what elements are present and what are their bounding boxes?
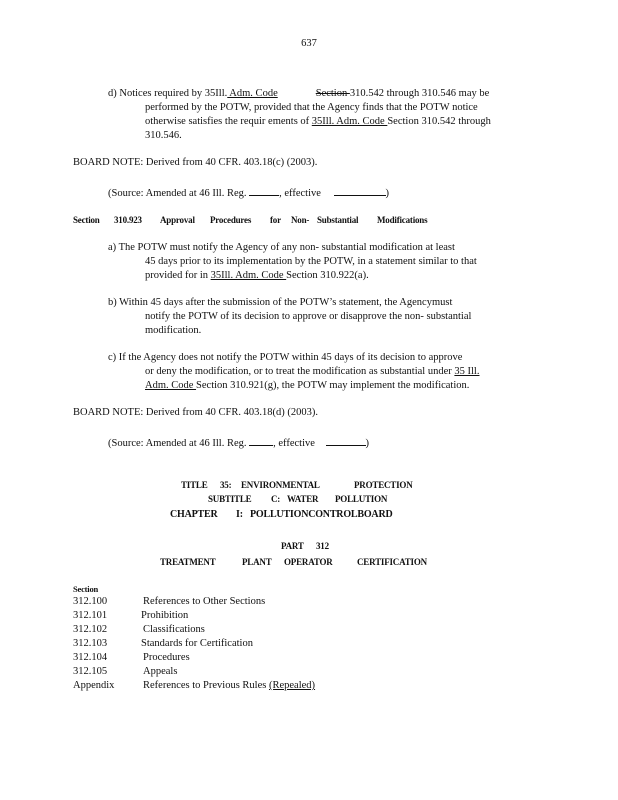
item-c-line-2: or deny the modification, or to treat the modification as substantial under 35 Ill.: [145, 366, 480, 377]
board-note-2: BOARD NOTE: Derived from 40 CFR. 403.18(d) (2003).: [73, 407, 318, 418]
underlined-text: Adm. Code: [227, 88, 278, 99]
item-a-line-2: 45 days prior to its implementation by the POTW, in a statement similar to that: [145, 256, 477, 267]
underlined-text: Adm. Code: [145, 380, 197, 391]
underlined-text: 35Ill. Adm. Code: [210, 270, 287, 281]
item-c-line-1: c) If the Agency does not notify the POTW within 45 days of its decision to approve: [108, 352, 463, 363]
source-note-2: (Source: Amended at 46 Ill. Reg. , effective ): [108, 435, 369, 451]
item-c-line-3: Adm. Code Section 310.921(g), the POTW may implement the modification.: [145, 380, 470, 391]
item-d-line-4: 310.546.: [145, 130, 182, 141]
item-b-line-1: b) Within 45 days after the submission of the POTW’s statement, the Agencymust: [108, 297, 453, 308]
list-item: 312.100 References to Other Sections: [73, 596, 266, 607]
source-note-1: (Source: Amended at 46 Ill. Reg. , effective ): [108, 185, 389, 201]
underlined-text: 35 Ill.: [454, 366, 480, 377]
section-list-heading: Section: [73, 584, 99, 594]
blank-line: [326, 435, 366, 446]
blank-line: [334, 185, 386, 196]
list-item: Appendix References to Previous Rules (Repealed): [73, 680, 316, 691]
board-note-1: BOARD NOTE: Derived from 40 CFR. 403.18(c) (2003).: [73, 157, 318, 168]
underlined-text: 35Ill. Adm. Code: [311, 116, 388, 127]
item-a-line-1: a) The POTW must notify the Agency of any non- substantial modification at least: [108, 242, 455, 253]
item-d-line-2: performed by the POTW, provided that the Agency finds that the POTW notice: [145, 102, 478, 113]
struck-text: Section: [315, 88, 350, 99]
blank-line: [249, 435, 273, 446]
list-item: 312.101 Prohibition: [73, 610, 189, 621]
list-item: 312.102 Classifications: [73, 624, 205, 635]
item-b-line-3: modification.: [145, 325, 202, 336]
list-item: 312.105 Appeals: [73, 666, 178, 677]
item-d-line-3: otherwise satisfies the requir ements of 35Ill. Adm. Code Section 310.542 through: [145, 116, 491, 127]
repealed-label: (Repealed): [268, 680, 316, 691]
item-d-line-1: d) Notices required by 35Ill. Adm. Code Section 310.542 through 310.546 may be: [108, 88, 490, 99]
list-item: 312.104 Procedures: [73, 652, 190, 663]
item-b-line-2: notify the POTW of its decision to approve or disapprove the non- substantial: [145, 311, 472, 322]
blank-line: [249, 185, 279, 196]
item-a-line-3: provided for in 35Ill. Adm. Code Section 310.922(a).: [145, 270, 369, 281]
list-item: 312.103 Standards for Certification: [73, 638, 253, 649]
page-number: 637: [301, 38, 317, 49]
